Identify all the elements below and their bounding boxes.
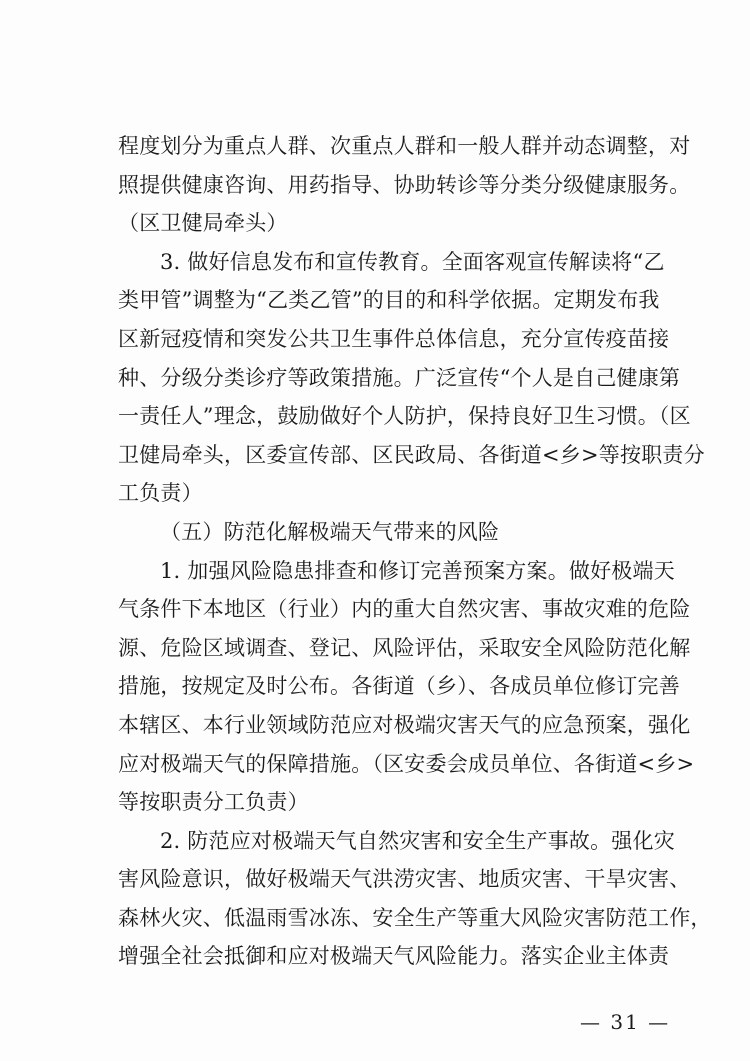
text-line: 1. 加强风险隐患排查和修订完善预案方案。做好极端天 [160,558,675,583]
text-line: 增强全社会抵御和应对极端天气风险能力。落实企业主体责 [118,944,670,969]
text-line: 措施，按规定及时公布。各街道（乡）、各成员单位修订完善 [118,674,680,699]
text-line: 类甲管”调整为“乙类乙管”的目的和科学依据。定期发布我 [118,288,660,313]
body-text [118,127,712,976]
text-line: 等按职责分工负责） [118,790,309,815]
text-line: 工负责） [118,481,203,506]
text-line: 区新冠疫情和突发公共卫生事件总体信息，充分宣传疫苗接 [118,326,670,351]
text-line: 害风险意识，做好极端天气洪涝灾害、地质灾害、干旱灾害、 [118,867,691,892]
text-line: 应对极端天气的保障措施。（区安委会成员单位、各街道<乡> [118,751,695,776]
section-heading: （五）防范化解极端天气带来的风险 [160,519,500,544]
text-line: 源、危险区域调查、登记、风险评估，采取安全风险防范化解 [118,635,691,660]
text-line: 3. 做好信息发布和宣传教育。全面客观宣传解读将“乙 [160,249,665,274]
text-line: （区卫健局牵头） [118,211,288,236]
text-line: 气条件下本地区（行业）内的重大自然灾害、事故灾难的危险 [118,597,691,622]
text-line: 程度划分为重点人群、次重点人群和一般人群并动态调整，对 [118,134,691,158]
text-line: 照提供健康咨询、用药指导、协助转诊等分类分级健康服务。 [118,172,691,197]
page-number: — 31 — [580,1010,671,1034]
text-line: 2. 防范应对极端天气自然灾害和安全生产事故。强化灾 [160,828,675,853]
text-line: 本辖区、本行业领域防范应对极端灾害天气的应急预案，强化 [118,712,691,737]
text-line: 一责任人”理念，鼓励做好个人防护，保持良好卫生习惯。（区 [118,404,691,429]
text-line: 卫健局牵头，区委宣传部、区民政局、各街道<乡>等按职责分 [118,442,705,467]
text-line: 种、分级分类诊疗等政策措施。广泛宣传“个人是自己健康第 [118,365,681,390]
text-line: 森林火灾、低温雨雪冰冻、安全生产等重大风险灾害防范工作， [118,905,712,930]
